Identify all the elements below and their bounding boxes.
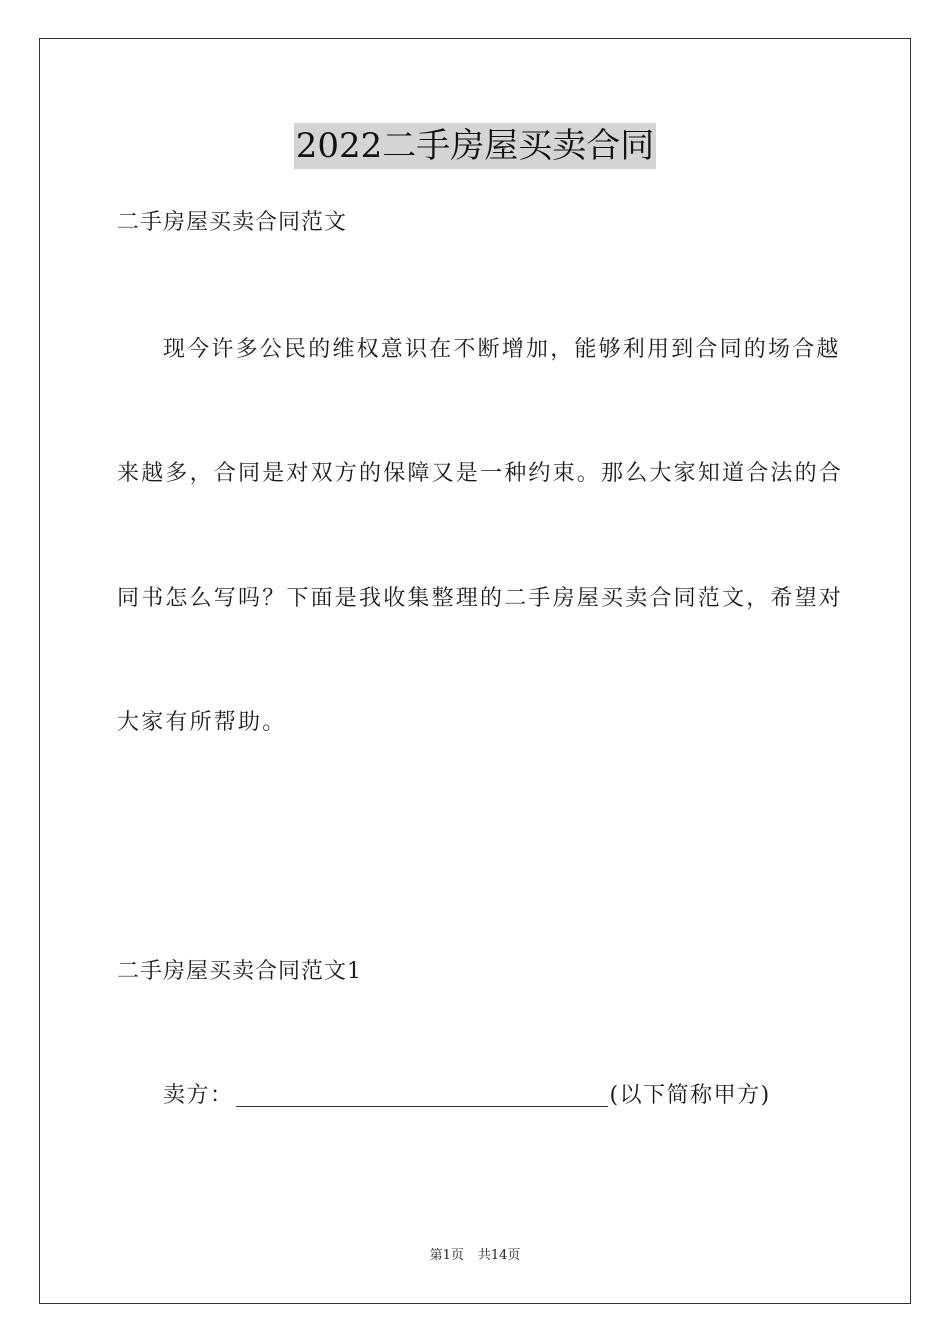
section-heading: 二手房屋买卖合同范文1 <box>117 959 362 984</box>
seller-suffix: (以下简称甲方) <box>609 1083 771 1108</box>
seller-label: 卖方： <box>163 1083 234 1108</box>
seller-field-row <box>163 1081 771 1111</box>
intro-paragraph-line: 同书怎么写吗？下面是我收集整理的二手房屋买卖合同范文，希望对 <box>117 586 844 611</box>
document-title: 2022二手房屋买卖合同 <box>294 123 657 169</box>
page-number-current: 第1页 <box>429 1248 464 1263</box>
intro-paragraph-line: 现今许多公民的维权意识在不断增加，能够利用到合同的场合越 <box>163 337 841 362</box>
title-container <box>0 123 950 169</box>
document-subtitle: 二手房屋买卖合同范文 <box>117 210 348 235</box>
page-footer <box>0 1247 950 1265</box>
seller-blank-field[interactable] <box>236 1084 608 1107</box>
intro-paragraph-line: 大家有所帮助。 <box>117 710 287 735</box>
intro-paragraph-line: 来越多，合同是对双方的保障又是一种约束。那么大家知道合法的合 <box>117 461 844 486</box>
page-number-total: 共14页 <box>477 1248 521 1263</box>
